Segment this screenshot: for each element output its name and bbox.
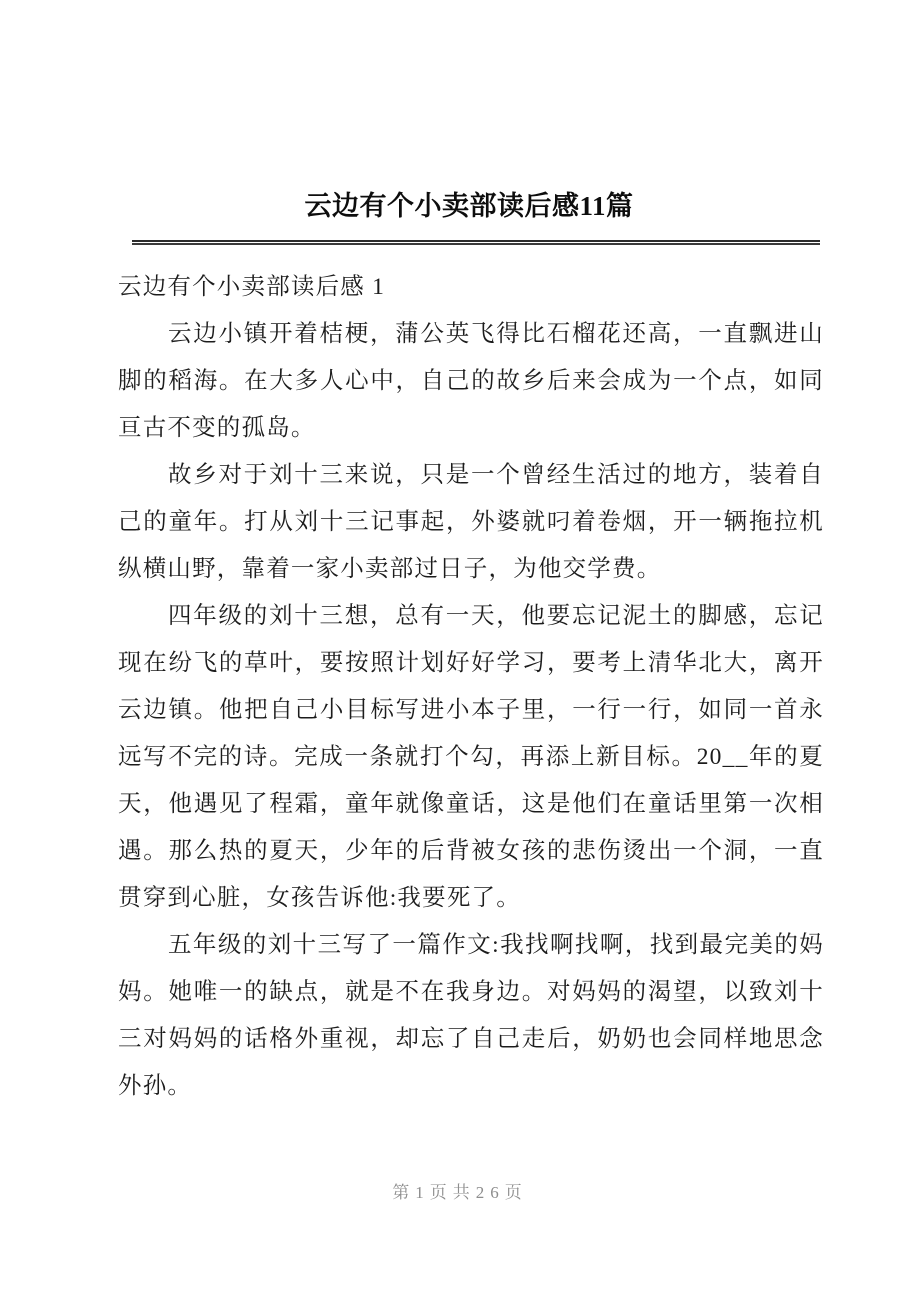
document-body	[118, 264, 824, 1110]
divider-line-top	[132, 240, 820, 242]
body-paragraph-3: 四年级的刘十三想，总有一天，他要忘记泥土的脚感，忘记现在纷飞的草叶，要按照计划好好学习，要考上清华北大，离开云边镇。他把自己小目标写进小本子里，一行一行，如同一首永远写不完的诗。完成一条就打个勾，再添上新目标。20__年的夏天，他遇见了程霜，童年就像童话，这是他们在童话里第一次相遇。那么热的夏天，少年的后背被女孩的悲伤烫出一个洞，一直贯穿到心脏，女孩告诉他:我要死了。	[118, 603, 824, 911]
divider-line-bottom	[132, 243, 820, 245]
section-heading: 云边有个小卖部读后感 1	[118, 274, 386, 300]
page-footer	[0, 1178, 920, 1203]
body-paragraph-4: 五年级的刘十三写了一篇作文:我找啊找啊，找到最完美的妈妈。她唯一的缺点，就是不在我身边。对妈妈的渴望，以致刘十三对妈妈的话格外重视，却忘了自己走后，奶奶也会同样地思念外孙。	[118, 932, 824, 1099]
footer-total-word: 页	[504, 1183, 528, 1202]
footer-page-number: 1	[415, 1183, 430, 1202]
body-paragraph-2: 故乡对于刘十三来说，只是一个曾经生活过的地方，装着自己的童年。打从刘十三记事起，外婆就叼着卷烟，开一辆拖拉机纵横山野，靠着一家小卖部过日子，为他交学费。	[118, 462, 824, 582]
footer-total-pages: 26	[475, 1183, 505, 1202]
body-paragraph-1: 云边小镇开着桔梗，蒲公英飞得比石榴花还高，一直飘进山脚的稻海。在大多人心中，自己的故乡后来会成为一个点，如同亘古不变的孤岛。	[118, 321, 824, 441]
footer-page-word: 页	[429, 1183, 453, 1202]
page-title: 云边有个小卖部读后感11篇	[304, 191, 634, 221]
title-divider	[132, 240, 820, 245]
footer-total-prefix: 共	[452, 1183, 476, 1202]
footer-page-prefix: 第	[392, 1183, 416, 1202]
